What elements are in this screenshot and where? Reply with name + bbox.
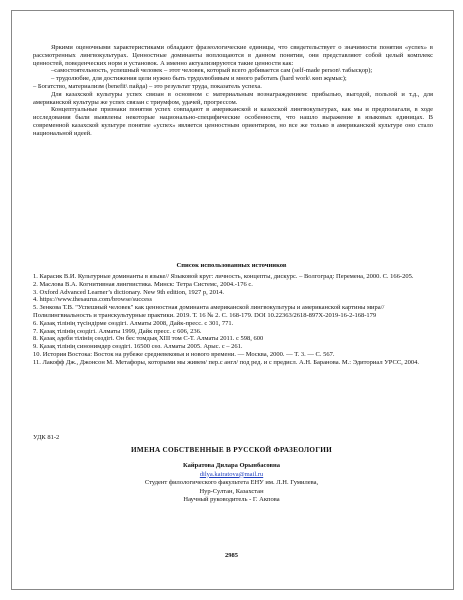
paragraph: Яркими оценочными характеристиками обладают фразеологические единицы, что свидетельствует о значимости понятия «успех» в рассмотренных лингвокультурах. Ценностные доминанты воплощаются в данном понятии, они представляют собой целый комплекс ценностей, поведенческих норм и установок. А именно актуализируются такие ценности как:: [33, 44, 433, 67]
author-city: Нур-Султан, Казахстан: [199, 487, 264, 495]
paragraph: Концептуальные признаки понятия успех совпадают в американской и казахской лингвокультурах, как мы и предполагали, в ходе исследования были выявлены некоторые национально-специфические особенности, что нашло выражение в языковых единицах. В современной казахской культуре понятие «успех» является ценностным ориентиром, но все же только в американской культуре оно стало национальной идеей.: [33, 106, 433, 137]
reference-item: 6. Қазақ тілінің түсіндірме сөздігі. Алматы 2008, Дайк-пресс. с 301, 771.: [33, 319, 234, 327]
article-title: ИМЕНА СОБСТВЕННЫЕ В РУССКОЙ ФРАЗЕОЛОГИИ: [131, 446, 332, 454]
reference-item: 5. Зенкова Т.В. "Успешный человек" как ценностная доминанта американской лингвокультуры и американской картины мира// Полилингвиальность и транскультурные практики. 2019. Т. 16 № 2. С. 168-179. DOI 10.22363/2618-897Х-2019-16-2-168-179: [33, 304, 385, 319]
body-text: [33, 44, 433, 138]
reference-item: 8. Қазақ әдеби тілінің сөздігі. Он бес томдық ХІІІ том С-Т. Алматы 2011. с 598, 600: [33, 335, 264, 343]
paragraph: –самостоятельность, успешный человек – этот человек, который всего добивается сам (self-made person\ табысқор);: [51, 67, 373, 75]
author-block: [0, 462, 463, 505]
author-email-link[interactable]: dilya.kairatova@mail.ru: [199, 470, 264, 478]
scientific-advisor: Научный руководитель - Г. Акпова: [183, 496, 280, 504]
udk-code: УДК 81-2: [33, 434, 60, 441]
reference-item: 7. Қазақ тілінің сөздігі. Алматы 1999, Дайк пресс. с 606, 236.: [33, 327, 202, 335]
reference-item: 1. Карасик В.И. Культурные доминанты в языке// Языковой круг: личность, концепты, дискурс. – Волгоград: Перемена, 2000. С. 166-205.: [33, 273, 414, 280]
references-heading: Список использованных источников: [176, 262, 287, 269]
reference-item: 2. Маслова В.А. Когнитивная лингвистика. Минск: Тетра Системс, 2004.-176 с.: [33, 280, 253, 288]
paragraph: – Богатство, материализм (benefit\ пайда) – это результат труда, показатель успеха.: [33, 82, 262, 90]
reference-item: 9. Қазақ тілінің синонимдер сөздігі. 16500 сөз. Алматы 2005. Арыс. с – 261.: [33, 343, 243, 351]
reference-item: 11. Лакофф Дж., Джонсон М. Метафоры, которыми мы живем/ пер.с англ/ под ред. и с предисл. А.Н. Баранова. М.: Эдиториал УРСС, 2004.: [33, 358, 420, 366]
paragraph: – трудолюбие, для достижения цели нужно быть трудолюбивым и много работать (hard work\ көп жұмыс);: [51, 75, 347, 83]
references-list: [33, 273, 433, 367]
reference-item: 10. История Востока: Восток на рубеже средневековья и нового времени. — Москва, 2000. — Т. 3. — С. 567.: [33, 350, 335, 358]
reference-item[interactable]: 4. https://www.thesaurus.com/browse/success: [33, 296, 153, 304]
reference-item: 3. Oxford Advanced Learner’s dictionary. New 9th edition, 1927 p, 2014.: [33, 288, 224, 296]
author-name: Кайратова Дилара Орынбасовна: [183, 462, 280, 469]
author-affiliation: Студент филологического факультета ЕНУ им. Л.Н. Гумилева,: [144, 479, 319, 487]
paragraph: Для казахской культуры успех связан в основном с материальным вознаграждением: прибылью, выгодой, пользой и т.д., для американской культуры же успех связан с триумфом, удачей, прогрессом.: [33, 90, 433, 106]
page-number: 2985: [225, 552, 238, 559]
